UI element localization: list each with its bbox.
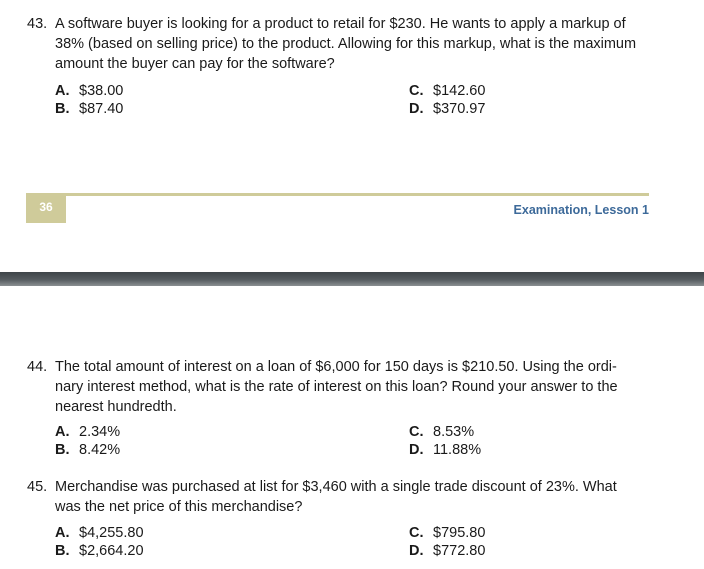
page-number-badge: 36 xyxy=(26,193,66,223)
choice-letter: C. xyxy=(409,83,424,99)
choice-d xyxy=(409,542,485,560)
choice-text: $370.97 xyxy=(433,101,486,117)
choice-letter: A. xyxy=(55,424,70,440)
choice-letter: C. xyxy=(409,424,424,440)
choice-text: $38.00 xyxy=(79,83,124,99)
choice-text: $87.40 xyxy=(79,101,124,117)
choice-letter: B. xyxy=(55,442,70,458)
question-number: 44. xyxy=(27,359,48,375)
choice-text: 8.42% xyxy=(79,442,121,458)
choice-c xyxy=(409,82,485,100)
choice-letter: D. xyxy=(409,543,424,559)
question-number: 43. xyxy=(27,16,48,32)
choice-letter: D. xyxy=(409,101,424,117)
choice-b xyxy=(55,100,123,118)
choice-c xyxy=(409,423,474,441)
choice-text: $4,255.80 xyxy=(79,525,144,541)
choice-letter: B. xyxy=(55,101,70,117)
question-text: A software buyer is looking for a product to retail for $230. He wants to apply a markup of 38% (based on selling price) to the product. Allowing for this markup, what is the maximum amount the buyer can pay for the software? xyxy=(55,16,637,72)
choice-letter: D. xyxy=(409,442,424,458)
choice-text: $772.80 xyxy=(433,543,486,559)
choice-a xyxy=(55,524,144,542)
question-text: The total amount of interest on a loan of $6,000 for 150 days is $210.50. Using the ordi- nary interest method, what is the rate of interest on this loan? Round your answer to the nearest hundredth. xyxy=(55,359,618,415)
choice-letter: C. xyxy=(409,525,424,541)
choice-a xyxy=(55,82,123,100)
choice-text: 11.88% xyxy=(433,442,482,458)
choice-b xyxy=(55,542,144,560)
choice-text: $142.60 xyxy=(433,83,486,99)
choice-a xyxy=(55,423,120,441)
choice-c xyxy=(409,524,485,542)
choice-text: 2.34% xyxy=(79,424,121,440)
choice-b xyxy=(55,441,120,459)
choice-d xyxy=(409,100,485,118)
choice-letter: A. xyxy=(55,525,70,541)
question-text: Merchandise was purchased at list for $3,460 with a single trade discount of 23%. What was the net price of this merchandise? xyxy=(55,479,617,515)
choice-letter: A. xyxy=(55,83,70,99)
choice-letter: B. xyxy=(55,543,70,559)
footer-title: Examination, Lesson 1 xyxy=(513,203,649,217)
choice-text: $795.80 xyxy=(433,525,486,541)
page-divider xyxy=(0,272,704,286)
choice-d xyxy=(409,441,481,459)
choice-text: 8.53% xyxy=(433,424,475,440)
question-number: 45. xyxy=(27,479,48,495)
footer-rule xyxy=(65,193,649,196)
choice-text: $2,664.20 xyxy=(79,543,144,559)
